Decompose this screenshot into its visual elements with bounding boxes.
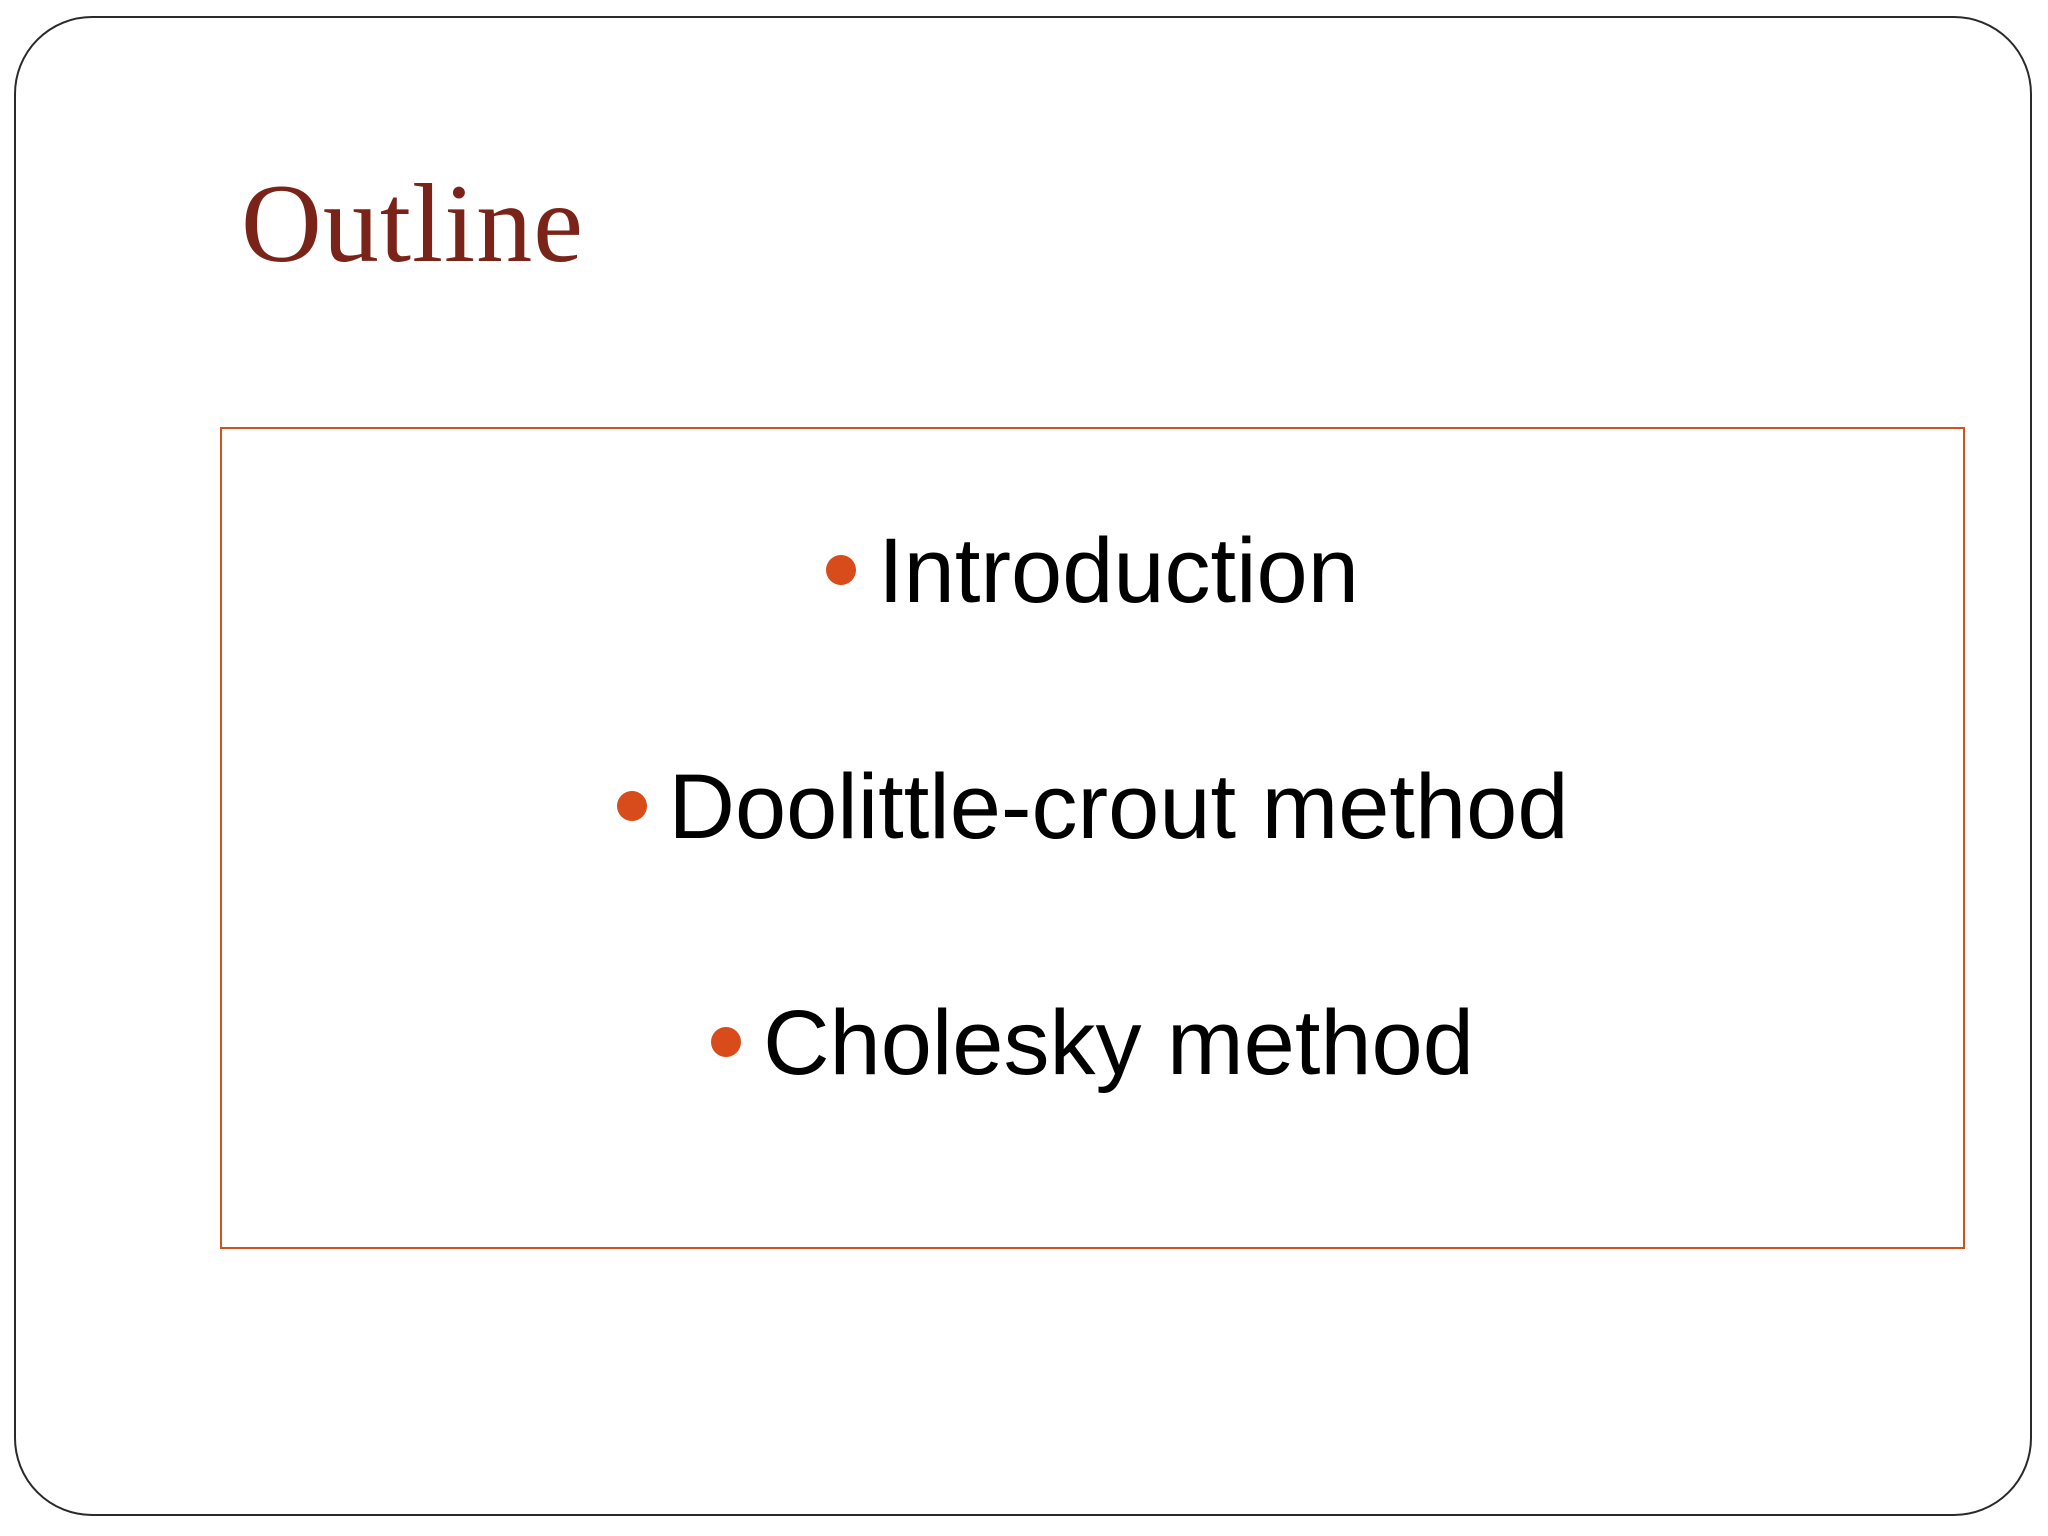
bullet-dot-icon	[711, 1027, 741, 1057]
bullet-dot-icon	[826, 555, 856, 585]
list-item	[222, 520, 1963, 622]
content-box	[220, 427, 1965, 1249]
bullet-dot-icon	[617, 791, 647, 821]
list-item-label: Cholesky method	[763, 992, 1474, 1094]
list-item-label: Introduction	[878, 520, 1359, 622]
list-item	[222, 756, 1963, 858]
slide	[14, 16, 2032, 1516]
list-item-label: Doolittle-crout method	[668, 756, 1569, 858]
list-item	[222, 992, 1963, 1094]
slide-title: Outline	[241, 162, 584, 286]
